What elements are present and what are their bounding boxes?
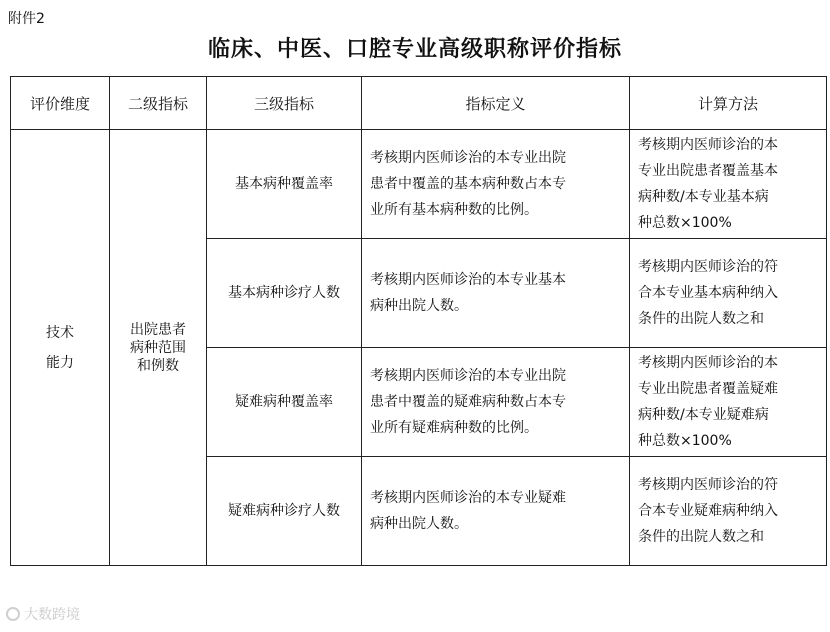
indicator-name: 基本病种覆盖率	[207, 130, 362, 239]
calc-line: 种总数×100%	[638, 433, 732, 449]
indicator-name: 基本病种诊疗人数	[207, 239, 362, 348]
indicator-calculation	[630, 130, 827, 239]
def-line: 患者中覆盖的疑难病种数占本专	[370, 394, 566, 410]
table-row	[11, 130, 827, 239]
def-line: 业所有疑难病种数的比例。	[370, 420, 538, 436]
def-line: 病种出院人数。	[370, 298, 468, 314]
indicator-definition	[362, 130, 630, 239]
calc-line: 合本专业疑难病种纳入	[638, 503, 778, 519]
indicator-definition	[362, 457, 630, 566]
header-definition: 指标定义	[362, 77, 630, 130]
calc-line: 种总数×100%	[638, 215, 732, 231]
calc-line: 考核期内医师诊治的本	[638, 355, 778, 371]
indicator-calculation	[630, 348, 827, 457]
secondary-line-3: 和例数	[137, 357, 179, 374]
indicator-calculation	[630, 239, 827, 348]
evaluation-table	[10, 76, 827, 566]
def-line: 患者中覆盖的基本病种数占本专	[370, 176, 566, 192]
indicator-calculation	[630, 457, 827, 566]
indicator-definition	[362, 239, 630, 348]
calc-line: 条件的出院人数之和	[638, 311, 764, 327]
secondary-cell	[110, 130, 207, 566]
def-line: 病种出院人数。	[370, 516, 468, 532]
indicator-definition	[362, 348, 630, 457]
document-title: 临床、中医、口腔专业高级职称评价指标	[207, 36, 622, 62]
calc-line: 考核期内医师诊治的符	[638, 477, 778, 493]
def-line: 考核期内医师诊治的本专业基本	[370, 272, 566, 288]
dimension-line-2: 能力	[46, 354, 74, 371]
header-tertiary: 三级指标	[207, 77, 362, 130]
dimension-line-1: 技术	[46, 324, 74, 341]
calc-line: 考核期内医师诊治的本	[638, 137, 778, 153]
calc-line: 合本专业基本病种纳入	[638, 285, 778, 301]
dimension-cell	[11, 130, 110, 566]
watermark-logo-icon	[6, 607, 20, 621]
indicator-name: 疑难病种诊疗人数	[207, 457, 362, 566]
def-line: 考核期内医师诊治的本专业出院	[370, 150, 566, 166]
def-line: 考核期内医师诊治的本专业出院	[370, 368, 566, 384]
attachment-label: 附件2	[8, 11, 45, 27]
header-dimension: 评价维度	[11, 77, 110, 130]
indicator-name: 疑难病种覆盖率	[207, 348, 362, 457]
calc-line: 专业出院患者覆盖疑难	[638, 381, 778, 397]
def-line: 考核期内医师诊治的本专业疑难	[370, 490, 566, 506]
secondary-line-2: 病种范围	[130, 339, 186, 356]
calc-line: 专业出院患者覆盖基本	[638, 163, 778, 179]
calc-line: 条件的出院人数之和	[638, 529, 764, 545]
def-line: 业所有基本病种数的比例。	[370, 202, 538, 218]
watermark-text: 大数跨境	[24, 607, 80, 623]
secondary-line-1: 出院患者	[130, 321, 186, 338]
calc-line: 病种数/本专业疑难病	[638, 407, 769, 423]
table-header-row	[11, 77, 827, 130]
header-calculation: 计算方法	[630, 77, 827, 130]
calc-line: 考核期内医师诊治的符	[638, 259, 778, 275]
watermark	[6, 604, 80, 624]
calc-line: 病种数/本专业基本病	[638, 189, 769, 205]
header-secondary: 二级指标	[110, 77, 207, 130]
